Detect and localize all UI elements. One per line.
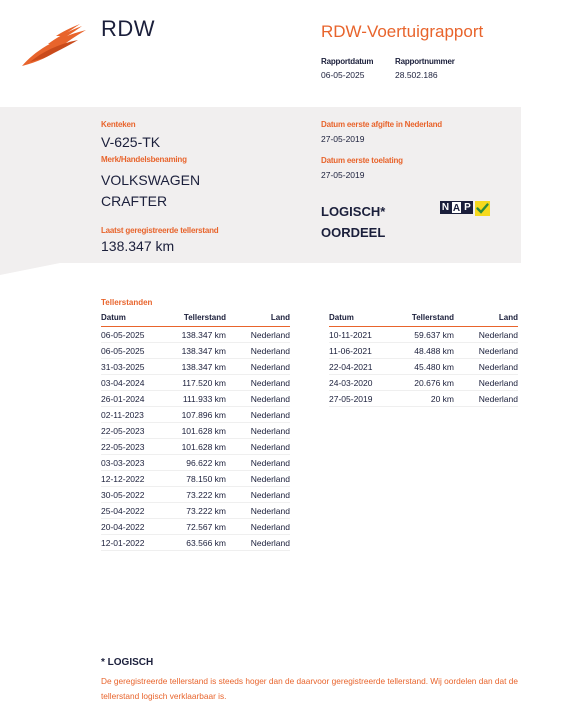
reading-country: Nederland [226,327,290,343]
table-row [101,439,290,455]
table-row [329,327,518,343]
col-header-odometer: Tellerstand [165,313,226,327]
reading-date: 06-05-2025 [101,327,165,343]
table-row [329,391,518,407]
reading-date: 12-12-2022 [101,471,165,487]
reading-odometer: 45.480 km [393,359,454,375]
report-title: RDW-Voertuigrapport [321,22,484,41]
reading-date: 12-01-2022 [101,535,165,551]
reading-country: Nederland [226,455,290,471]
reading-odometer: 48.488 km [393,343,454,359]
col-header-country: Land [226,313,290,327]
report-date-label: Rapportdatum [321,57,374,66]
reading-country: Nederland [226,343,290,359]
reading-date: 22-05-2023 [101,439,165,455]
col-header-odometer: Tellerstand [393,313,454,327]
table-row [101,391,290,407]
reading-date: 02-11-2023 [101,407,165,423]
reading-date: 31-03-2025 [101,359,165,375]
footnote-title: * LOGISCH [101,657,154,668]
reading-odometer: 101.628 km [165,439,226,455]
report-date: 06-05-2025 [321,70,365,80]
odometer-table-right [329,313,518,407]
reading-odometer: 107.896 km [165,407,226,423]
license-plate: V-625-TK [101,134,161,150]
table-row [101,535,290,551]
table-row [329,343,518,359]
reading-country: Nederland [226,535,290,551]
reading-country: Nederland [226,519,290,535]
reading-date: 03-03-2023 [101,455,165,471]
make-label: Merk/Handelsbenaming [101,155,187,164]
reading-date: 30-05-2022 [101,487,165,503]
reading-date: 06-05-2025 [101,343,165,359]
vehicle-make: VOLKSWAGEN [101,172,201,188]
odometer-table-left [101,313,290,551]
reading-country: Nederland [226,423,290,439]
odometer-section-title: Tellerstanden [101,298,153,307]
col-header-date: Datum [329,313,393,327]
table-row [329,359,518,375]
last-odometer: 138.347 km [101,238,175,254]
col-header-country: Land [454,313,518,327]
reading-date: 03-04-2024 [101,375,165,391]
table-row [101,455,290,471]
table-row [101,519,290,535]
reading-odometer: 78.150 km [165,471,226,487]
table-row [101,327,290,343]
table-row [101,375,290,391]
reading-date: 25-04-2022 [101,503,165,519]
reading-country: Nederland [226,359,290,375]
vehicle-summary-band [0,107,521,263]
reading-odometer: 138.347 km [165,359,226,375]
first-admission-label: Datum eerste toelating [321,156,403,165]
reading-odometer: 101.628 km [165,423,226,439]
reading-odometer: 72.567 km [165,519,226,535]
first-admission-date: 27-05-2019 [321,170,365,180]
reading-odometer: 59.637 km [393,327,454,343]
col-header-date: Datum [101,313,165,327]
reading-date: 11-06-2021 [329,343,393,359]
reading-date: 27-05-2019 [329,391,393,407]
logo-text: RDW [101,16,156,41]
table-row [101,487,290,503]
reading-odometer: 96.622 km [165,455,226,471]
reading-odometer: 138.347 km [165,327,226,343]
first-nl-date: 27-05-2019 [321,134,365,144]
odometer-label: Laatst geregistreerde tellerstand [101,226,219,235]
reading-date: 22-05-2023 [101,423,165,439]
reading-odometer: 117.520 km [165,375,226,391]
reading-country: Nederland [454,359,518,375]
reading-date: 26-01-2024 [101,391,165,407]
reading-country: Nederland [226,407,290,423]
report-number: 28.502.186 [395,70,438,80]
first-nl-label: Datum eerste afgifte in Nederland [321,120,442,129]
reading-date: 10-11-2021 [329,327,393,343]
nap-letter-n: N [441,201,450,213]
plate-label: Kenteken [101,120,136,129]
reading-odometer: 63.566 km [165,535,226,551]
reading-odometer: 73.222 km [165,487,226,503]
rdw-wing-logo-icon [20,22,90,68]
reading-odometer: 138.347 km [165,343,226,359]
reading-date: 24-03-2020 [329,375,393,391]
verdict-line-2: OORDEEL [321,225,386,240]
report-number-label: Rapportnummer [395,57,455,66]
reading-odometer: 20 km [393,391,454,407]
reading-date: 22-04-2021 [329,359,393,375]
table-row [329,375,518,391]
reading-country: Nederland [226,503,290,519]
reading-date: 20-04-2022 [101,519,165,535]
nap-logo [440,200,490,214]
verdict-line-1: LOGISCH* [321,204,386,219]
nap-letter-a: A [452,202,461,214]
table-row [101,503,290,519]
reading-country: Nederland [226,391,290,407]
table-row [101,423,290,439]
table-row [101,407,290,423]
reading-country: Nederland [454,391,518,407]
reading-country: Nederland [226,471,290,487]
nap-letter-p: P [462,201,473,214]
checkmark-icon [475,201,490,216]
reading-country: Nederland [226,487,290,503]
vehicle-model: CRAFTER [101,193,168,209]
reading-country: Nederland [226,439,290,455]
reading-odometer: 111.933 km [165,391,226,407]
table-row [101,343,290,359]
band-notch [0,263,60,275]
reading-country: Nederland [454,375,518,391]
table-row [101,471,290,487]
table-row [101,359,290,375]
reading-odometer: 73.222 km [165,503,226,519]
reading-country: Nederland [226,375,290,391]
footnote-body: De geregistreerde tellerstand is steeds hoger dan de daarvoor geregistreerde tellerstand. Wij oordelen dan dat de tellerstand logisch verklaarbaar is. [101,676,518,701]
reading-country: Nederland [454,343,518,359]
reading-odometer: 20.676 km [393,375,454,391]
reading-country: Nederland [454,327,518,343]
